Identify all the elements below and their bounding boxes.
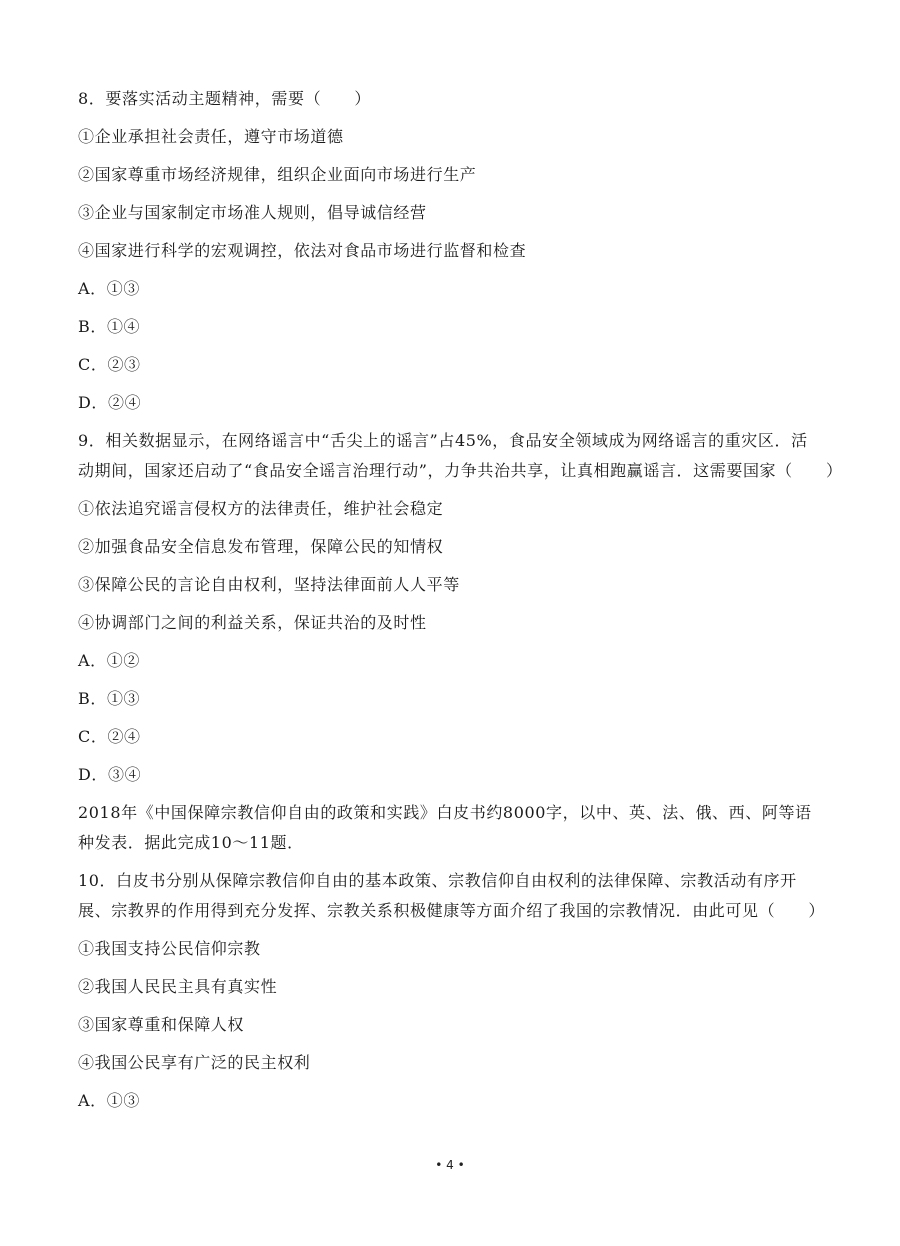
question-9-stem-line-2: 动期间，国家还启动了“食品安全谣言治理行动”，力争共治共享，让真相跑赢谣言．这需要国家（ ） (78, 461, 843, 480)
question-9-stem-line-1: 9．相关数据显示，在网络谣言中“舌尖上的谣言”占45%，食品安全领域成为网络谣言的重灾区．活 (78, 431, 808, 450)
question-10-option-a: A．①③ (78, 1091, 140, 1110)
question-8-option-d: D．②④ (78, 393, 142, 412)
question-10-statement-1: ①我国支持公民信仰宗教 (78, 939, 261, 958)
question-8-option-a: A．①③ (78, 279, 140, 298)
question-8-option-c: C．②③ (78, 355, 141, 374)
question-10-stem-line-1: 10．白皮书分别从保障宗教信仰自由的基本政策、宗教信仰自由权利的法律保障、宗教活动有序开 (78, 871, 797, 890)
question-8-statement-4: ④国家进行科学的宏观调控，依法对食品市场进行监督和检查 (78, 241, 527, 260)
question-9-statement-2: ②加强食品安全信息发布管理，保障公民的知情权 (78, 537, 444, 556)
question-9-option-c: C．②④ (78, 727, 141, 746)
question-8-stem: 8．要落实活动主题精神，需要（ ） (78, 89, 371, 108)
material-line-2: 种发表．据此完成10～11题． (78, 833, 304, 852)
exam-page (78, 88, 843, 1128)
question-9-option-d: D．③④ (78, 765, 142, 784)
question-9-statement-1: ①依法追究谣言侵权方的法律责任，维护社会稳定 (78, 499, 444, 518)
question-9-option-b: B．①③ (78, 689, 141, 708)
question-10-statement-2: ②我国人民民主具有真实性 (78, 977, 278, 996)
question-8-option-b: B．①④ (78, 317, 141, 336)
question-9-option-a: A．①② (78, 651, 140, 670)
page-number: • 4 • (435, 1158, 465, 1172)
question-10-stem-line-2: 展、宗教界的作用得到充分发挥、宗教关系积极健康等方面介绍了我国的宗教情况．由此可见（ ） (78, 901, 826, 920)
question-9-statement-3: ③保障公民的言论自由权利，坚持法律面前人人平等 (78, 575, 460, 594)
question-10-statement-3: ③国家尊重和保障人权 (78, 1015, 245, 1034)
question-8-statement-3: ③企业与国家制定市场准人规则，倡导诚信经营 (78, 203, 427, 222)
question-9-statement-4: ④协调部门之间的利益关系，保证共治的及时性 (78, 613, 427, 632)
question-8-statement-2: ②国家尊重市场经济规律，组织企业面向市场进行生产 (78, 165, 477, 184)
question-8-statement-1: ①企业承担社会责任，遵守市场道德 (78, 127, 344, 146)
question-10-statement-4: ④我国公民享有广泛的民主权利 (78, 1053, 311, 1072)
material-line-1: 2018年《中国保障宗教信仰自由的政策和实践》白皮书约8000字，以中、英、法、俄、西、阿等语 (78, 803, 812, 822)
